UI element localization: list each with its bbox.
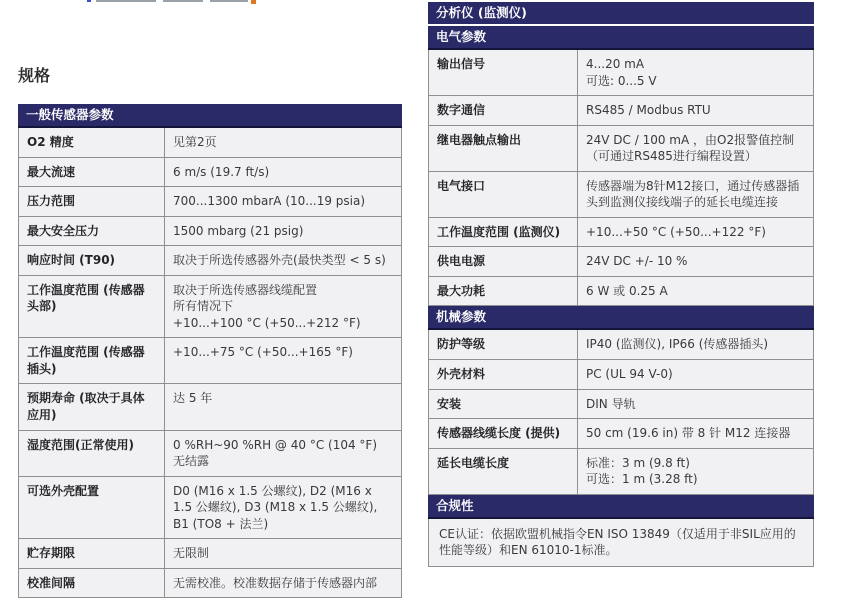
spec-label: 可选外壳配置 [19, 477, 165, 539]
spec-value-line: 无需校准。校准数据存储于传感器内部 [173, 575, 378, 590]
clipped-text-fragment [251, 0, 256, 4]
spec-row [19, 187, 401, 217]
spec-row [19, 246, 401, 276]
spec-value [578, 96, 813, 125]
clipped-text-fragment [210, 0, 248, 2]
spec-row [19, 338, 401, 384]
general-sensor-parameters-table [18, 104, 402, 598]
spec-row [19, 384, 401, 430]
spec-value-line: 6 m/s (19.7 ft/s) [173, 164, 270, 179]
spec-label: 最大安全压力 [19, 217, 165, 246]
spec-label: 工作温度范围 (传感器头部) [19, 276, 165, 338]
spec-row [19, 431, 401, 477]
spec-span-row [429, 519, 813, 567]
spec-label: 延长电缆长度 [429, 449, 578, 494]
spec-value [578, 330, 813, 359]
analyzer-title-band: 分析仪 (监测仪) [428, 2, 814, 26]
spec-row [19, 477, 401, 540]
spec-value-line: +10...+100 °C (+50...+212 °F) [173, 315, 361, 330]
spec-value [165, 477, 401, 539]
spec-value-line: 取决于所选传感器线缆配置 [173, 282, 318, 297]
spec-row [19, 539, 401, 569]
spec-label: 传感器线缆长度 (提供) [429, 419, 578, 448]
spec-value-line: 50 cm (19.6 in) 带 8 针 M12 连接器 [586, 426, 791, 441]
spec-row [429, 96, 813, 126]
spec-row [19, 569, 401, 599]
spec-label: 校准间隔 [19, 569, 165, 598]
spec-row [429, 390, 813, 420]
spec-value-line: 1500 mbarg (21 psig) [173, 223, 304, 238]
spec-row [429, 126, 813, 172]
spec-value [165, 384, 401, 429]
spec-label: 最大功耗 [429, 277, 578, 306]
spec-row [19, 276, 401, 339]
spec-value-line: IP40 (监测仪), IP66 (传感器插头) [586, 337, 769, 352]
spec-value-line: 达 5 年 [173, 391, 213, 406]
spec-label: 电气接口 [429, 172, 578, 217]
spec-value [578, 360, 813, 389]
section-header: 机械参数 [428, 306, 814, 330]
spec-row [429, 360, 813, 390]
spec-row [429, 218, 813, 248]
section-header: 电气参数 [428, 26, 814, 50]
spec-value-line: 6 W 或 0.25 A [586, 283, 668, 298]
spec-value-line: D0 (M16 x 1.5 公螺纹), D2 (M16 x 1.5 公螺纹), D3 (M18 x 1.5 公螺纹), B1 (TO8 + 法兰) [173, 483, 378, 531]
spec-value [165, 276, 401, 338]
analyzer-monitor-table [428, 2, 814, 567]
spec-row [429, 50, 813, 96]
spec-label: 响应时间 (T90) [19, 246, 165, 275]
spec-value-line: PC (UL 94 V-0) [586, 367, 673, 382]
spec-value [578, 247, 813, 276]
spec-row [429, 449, 813, 495]
spec-value [578, 449, 813, 494]
spec-value [165, 217, 401, 246]
spec-label: 预期寿命 (取决于具体应用) [19, 384, 165, 429]
section-rows [428, 330, 814, 494]
spec-row [19, 128, 401, 158]
spec-label: 防护等级 [429, 330, 578, 359]
spec-label: 工作温度范围 (传感器插头) [19, 338, 165, 383]
general-sensor-rows [18, 128, 402, 598]
analyzer-sections [428, 26, 814, 567]
spec-value-line: 无结露 [173, 454, 210, 469]
spec-value-line: 可选：1 m (3.28 ft) [586, 472, 698, 487]
section-header: 合规性 [428, 495, 814, 519]
clipped-text-fragment [163, 0, 203, 2]
spec-label: 工作温度范围 (监测仪) [429, 218, 578, 247]
spec-value [165, 246, 401, 275]
spec-value [165, 158, 401, 187]
spec-label: 压力范围 [19, 187, 165, 216]
section-rows [428, 50, 814, 306]
spec-value-line: 所有情况下 [173, 299, 234, 314]
spec-value-line: 4...20 mA [586, 57, 645, 71]
clipped-text-fragment [87, 0, 91, 2]
spec-row [429, 277, 813, 307]
spec-value [578, 419, 813, 448]
spec-label: 继电器触点输出 [429, 126, 578, 171]
spec-value [578, 172, 813, 217]
spec-value-line: 700...1300 mbarA (10...19 psia) [173, 194, 366, 209]
spec-label: 供电电源 [429, 247, 578, 276]
spec-value [578, 126, 813, 171]
page-title: 规格 [18, 66, 51, 85]
spec-value-line: CE认证：依据欧盟机械指令EN ISO 13849（仅适用于非SIL应用的性能等级）和EN 61010-1标准。 [439, 526, 796, 558]
spec-row [429, 419, 813, 449]
spec-value-line: 标准：3 m (9.8 ft) [586, 455, 690, 470]
spec-label: 湿度范围(正常使用) [19, 431, 165, 476]
spec-value [165, 128, 401, 157]
section-rows [428, 519, 814, 567]
spec-value [578, 277, 813, 306]
spec-value [165, 187, 401, 216]
spec-value [578, 50, 813, 95]
spec-value-line: 见第2页 [173, 135, 217, 149]
spec-value [165, 338, 401, 383]
spec-value-line: 传感器端为8针M12接口，通过传感器插头到监测仪接线端子的延长电缆连接 [586, 178, 800, 210]
clipped-text-fragment [96, 0, 156, 2]
spec-value-line: RS485 / Modbus RTU [586, 103, 711, 118]
spec-value [578, 218, 813, 247]
spec-value-line: 取决于所选传感器外壳(最快类型 < 5 s) [173, 253, 386, 268]
spec-row [19, 158, 401, 188]
spec-value-line: DIN 导轨 [586, 396, 636, 411]
spec-label: 输出信号 [429, 50, 578, 95]
spec-row [19, 217, 401, 247]
spec-row [429, 247, 813, 277]
spec-label: 外壳材料 [429, 360, 578, 389]
spec-label: 贮存期限 [19, 539, 165, 568]
spec-row [429, 172, 813, 218]
spec-value [165, 539, 401, 568]
spec-value-line: +10...+75 °C (+50...+165 °F) [173, 345, 353, 360]
spec-value-line: 24V DC / 100 mA ，由O2报警值控制（可通过RS485进行编程设置） [586, 132, 795, 164]
spec-value-line: 0 %RH~90 %RH @ 40 °C (104 °F) [173, 437, 378, 452]
spec-value [165, 569, 401, 598]
spec-row [429, 330, 813, 360]
spec-label: O2 精度 [19, 128, 165, 157]
spec-value [578, 390, 813, 419]
spec-label: 最大流速 [19, 158, 165, 187]
spec-label: 安装 [429, 390, 578, 419]
spec-value [429, 519, 813, 566]
spec-value-line: 24V DC +/- 10 % [586, 254, 688, 269]
spec-value-line: +10...+50 °C (+50...+122 °F) [586, 224, 766, 239]
spec-value-line: 可选: 0...5 V [586, 73, 657, 88]
spec-value [165, 431, 401, 476]
spec-label: 数字通信 [429, 96, 578, 125]
spec-value-line: 无限制 [173, 546, 210, 561]
section-header-general-sensor: 一般传感器参数 [18, 104, 402, 128]
